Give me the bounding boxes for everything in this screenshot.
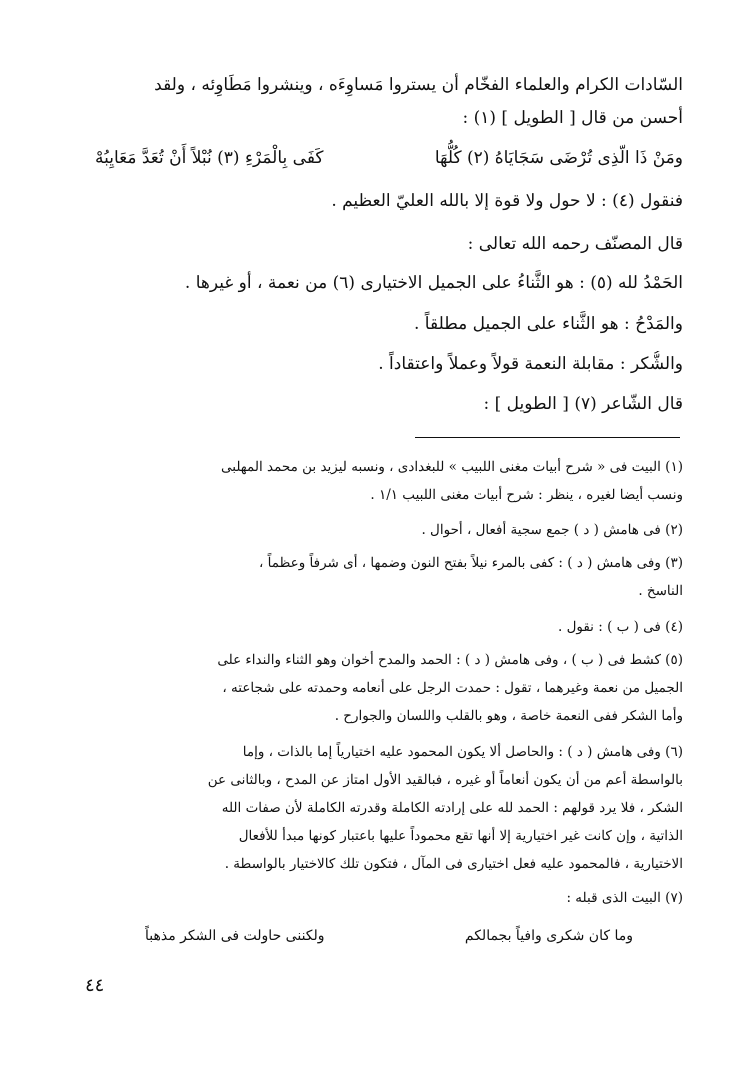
main-text-line-2: أحسن من قال [ الطويل ] (١) : (462, 108, 683, 128)
footnote-separator (415, 437, 680, 438)
footnote-line: (٦) وفى هامش ( د ) : والحاصل ألا يكون المحمود عليه اختيارياً إما بالذات ، وإما (242, 744, 683, 760)
footnote-line: (٧) البيت الذى قبله : (566, 890, 683, 906)
footnote-line: (٢) فى هامش ( د ) جمع سجية أفعال ، أحوال . (421, 522, 683, 538)
main-text-line-4: قال المصنّف رحمه الله تعالى : (467, 234, 683, 254)
footnote-line: الناسخ . (638, 583, 683, 599)
footnote-line: (٣) وفى هامش ( د ) : كفى بالمرء نيلاً بفتح النون وضمها ، أى شرفاً وعظماً ، (259, 555, 683, 571)
main-text-line-3: فنقول (٤) : لا حول ولا قوة إلا بالله العليّ العظيم . (331, 191, 683, 211)
footnote-line: الشكر ، فلا يرد قولهم : الحمد لله على إرادته الكاملة وقدرته الكاملة لأن صفات الله (221, 800, 683, 816)
page-number: ٤٤ (85, 975, 105, 996)
footnote-line: (٥) كشط فى ( ب ) ، وفى هامش ( د ) : الحمد والمدح أخوان وهو الثناء والنداء على (217, 652, 683, 668)
footnote-line: (٤) فى ( ب ) : نقول . (557, 619, 683, 635)
main-text-line-1: السّادات الكرام والعلماء الفخّام أن يستروا مَساوِءَه ، وينشروا مَطَاوِئه ، ولقد (154, 75, 683, 95)
main-text-line-8: قال الشّاعر (٧) [ الطويل ] : (483, 394, 683, 414)
footnote-line: بالواسطة أعم من أن يكون أنعاماً أو غيره ، فبالقيد الأول امتاز عن المدح ، وبالثانى عن (207, 772, 683, 788)
footnote-verse-second-hemistich: ولكننى حاولت فى الشكر مذهباً (145, 928, 325, 944)
main-text-line-6: والمَدْحُ : هو الثَّناء على الجميل مطلقاً . (414, 314, 683, 334)
main-text-line-5: الحَمْدُ لله (٥) : هو الثَّناءُ على الجميل الاختيارى (٦) من نعمة ، أو غيرها . (184, 273, 683, 293)
footnote-line: الذاتية ، وإن كانت غير اختيارية إلا أنها تقع محموداً عليها باعتبار كونها مبدأ للأفعال (238, 828, 683, 844)
footnote-line: (١) البيت فى « شرح أبيات مغنى اللبيب » للبغدادى ، ونسبه ليزيد بن محمد المهلبى (221, 459, 683, 475)
verse-first-hemistich: ومَنْ ذَا الّذِى تُرْضَى سَجَايَاهُ (٢) كُلُّهَا (434, 148, 683, 168)
footnote-line: وأما الشكر ففى النعمة خاصة ، وهو بالقلب واللسان والجوارح . (334, 708, 683, 724)
main-text-line-7: والشُّكر : مقابلة النعمة قولاً وعملاً واعتقاداً . (378, 354, 683, 374)
footnote-line: ونسب أيضا لغيره ، ينظر : شرح أبيات مغنى اللبيب ١/١ . (370, 487, 683, 503)
verse-second-hemistich: كَفَى بِالْمَرْءِ (٣) نُبْلاً أَنْ تُعَدَّ مَعَايِبُهْ (95, 148, 324, 168)
footnote-line: الاختيارية ، فالمحمود عليه فعل اختيارى فى المآل ، فتكون تلك كالاختيار بالواسطة . (224, 856, 683, 872)
footnote-verse-first-hemistich: وما كان شكرى وافياً بجمالكم (464, 928, 633, 944)
footnote-line: الجميل من نعمة وغيرهما ، تقول : حمدت الرجل على أنعامه وحمدته على شجاعته ، (222, 680, 683, 696)
